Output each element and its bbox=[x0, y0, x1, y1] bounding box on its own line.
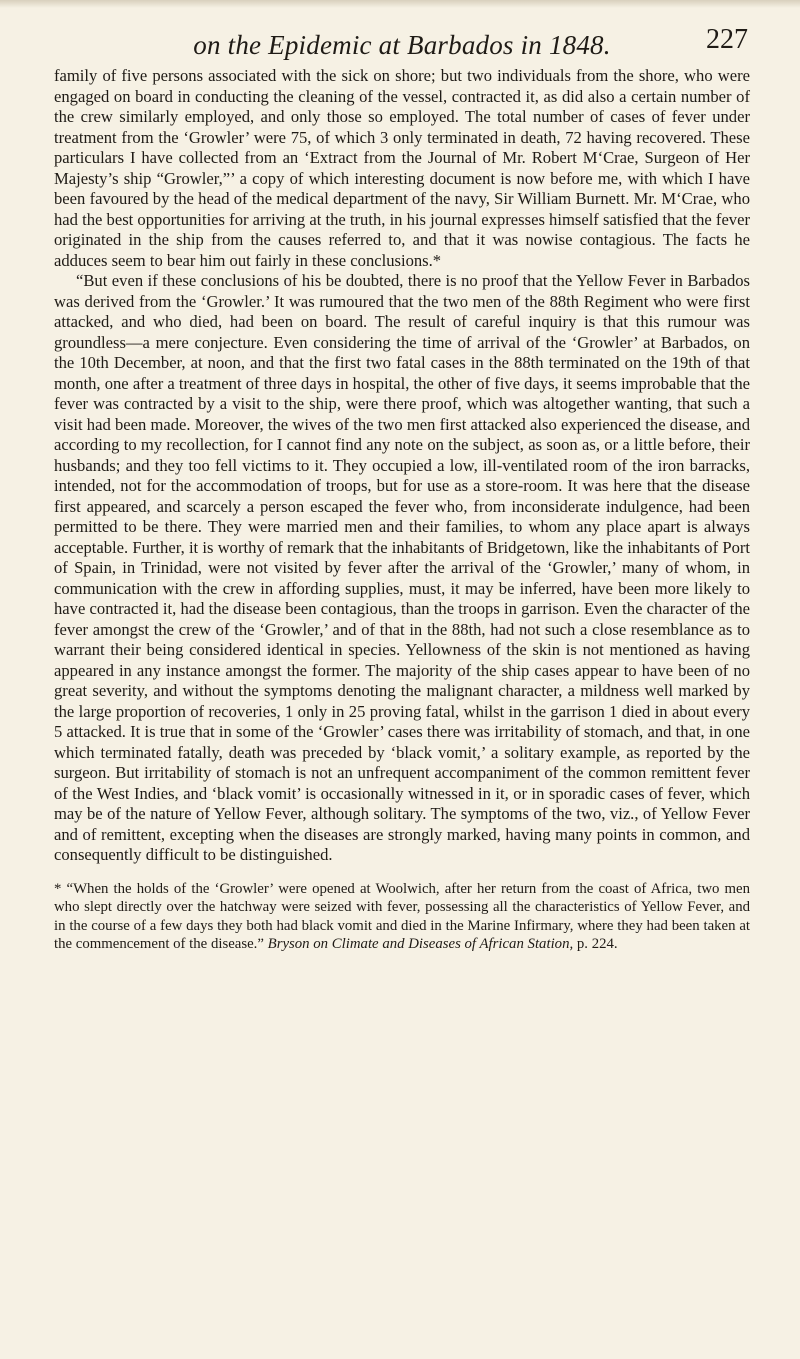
page-top-edge bbox=[0, 0, 800, 8]
footnote-text: * “When the holds of the ‘Growler’ were opened at Woolwich, after her return from the coast of Africa, two men who slept directly over the hatchway were seized with fever, possessing all the characteristics of Yellow Fever, and in the course of a few days they both had black vomit and died in the Marine Infirmary, where they had been taken at the commencement of the disease.” bbox=[54, 880, 750, 953]
paragraph-1: family of five persons associated with the sick on shore; but two individuals from the shore, who were engaged on board in conducting the cleaning of the vessel, contracted it, as did also a certain number of the crew similarly employed, and only those so employed. The total number of cases of fever under treatment from the ‘Growler’ were 75, of which 3 only terminated in death, 72 having recovered. These particulars I have collected from an ‘Extract from the Journal of Mr. Robert M‘Crae, Surgeon of Her Majesty’s ship “Growler,”’ a copy of which interesting document is now before me, with which I have been favoured by the head of the medical department of the navy, Sir William Burnett. Mr. M‘Crae, who had the best opportunities for arriving at the truth, in his journal expresses himself satisfied that the fever originated in the ship from the causes referred to, and that it was nowise contagious. The facts he adduces seem to bear him out fairly in these conclusions.* bbox=[54, 66, 750, 270]
footnote bbox=[54, 880, 750, 954]
body-text bbox=[54, 66, 750, 866]
page-header bbox=[54, 14, 750, 66]
paragraph-2: “But even if these conclusions of his be doubted, there is no proof that the Yellow Fever in Barbados was derived from the ‘Growler.’ It was rumoured that the two men of the 88th Regiment who were first attacked, and who died, had been on board. The result of careful inquiry is that this rumour was groundless—a mere conjecture. Even considering the time of arrival of the ‘Growler’ at Barbados, on the 10th December, at noon, and that the first two fatal cases in the 88th terminated on the 19th of that month, one after a treatment of three days in hospital, the other of five days, it seems improbable that the fever was contracted by a visit to the ship, were there proof, which was altogether wanting, that such a visit had been made. Moreover, the wives of the two men first attacked also experienced the disease, and according to my recollection, for I cannot find any note on the subject, as soon as, or a little before, their husbands; and they too fell victims to it. They occupied a low, ill-ventilated room of the iron barracks, intended, not for the accommodation of troops, but for use as a store-room. It was here that the disease first appeared, and scarcely a person escaped the fever who, from inconsiderate indulgence, had been permitted to be there. They were married men and their families, to whom any place apart is always acceptable. Further, it is worthy of remark that the inhabitants of Bridgetown, like the inhabitants of Port of Spain, in Trinidad, were not visited by fever after the arrival of the ‘Growler,’ many of whom, in communication with the crew in affording supplies, must, it may be inferred, have been more likely to have contracted it, had the disease been contagious, than the troops in garrison. Even the character of the fever amongst the crew of the ‘Growler,’ and of that in the 88th, had not such a close resemblance as to warrant their being considered identical in species. Yellowness of the skin is not mentioned as having appeared in any instance amongst the former. The majority of the ship cases appear to have been of no great severity, and without the symptoms denoting the malignant character, a mildness well marked by the large proportion of recoveries, 1 only in 25 proving fatal, whilst in the garrison 1 died in about every 5 attacked. It is true that in some of the ‘Growler’ cases there was irritability of stomach, and that, in one which terminated fatally, death was preceded by ‘black vomit,’ a solitary example, as reported by the surgeon. But irritability of stomach is not an unfrequent accompaniment of the common remittent fever of the West Indies, and ‘black vomit’ is occasionally witnessed in it, or in sporadic cases of fever, which may be of the nature of Yellow Fever, although solitary. The symptoms of the two, viz., of Yellow Fever and of remittent, excepting when the diseases are strongly marked, having many points in common, and consequently difficult to be distinguished. bbox=[54, 271, 750, 864]
page-number: 227 bbox=[706, 24, 748, 55]
footnote-page-ref: p. 224. bbox=[576, 936, 618, 953]
running-title: on the Epidemic at Barbados in 1848. bbox=[193, 30, 611, 60]
footnote-reference: Bryson on Climate and Diseases of African Station, bbox=[267, 936, 574, 953]
